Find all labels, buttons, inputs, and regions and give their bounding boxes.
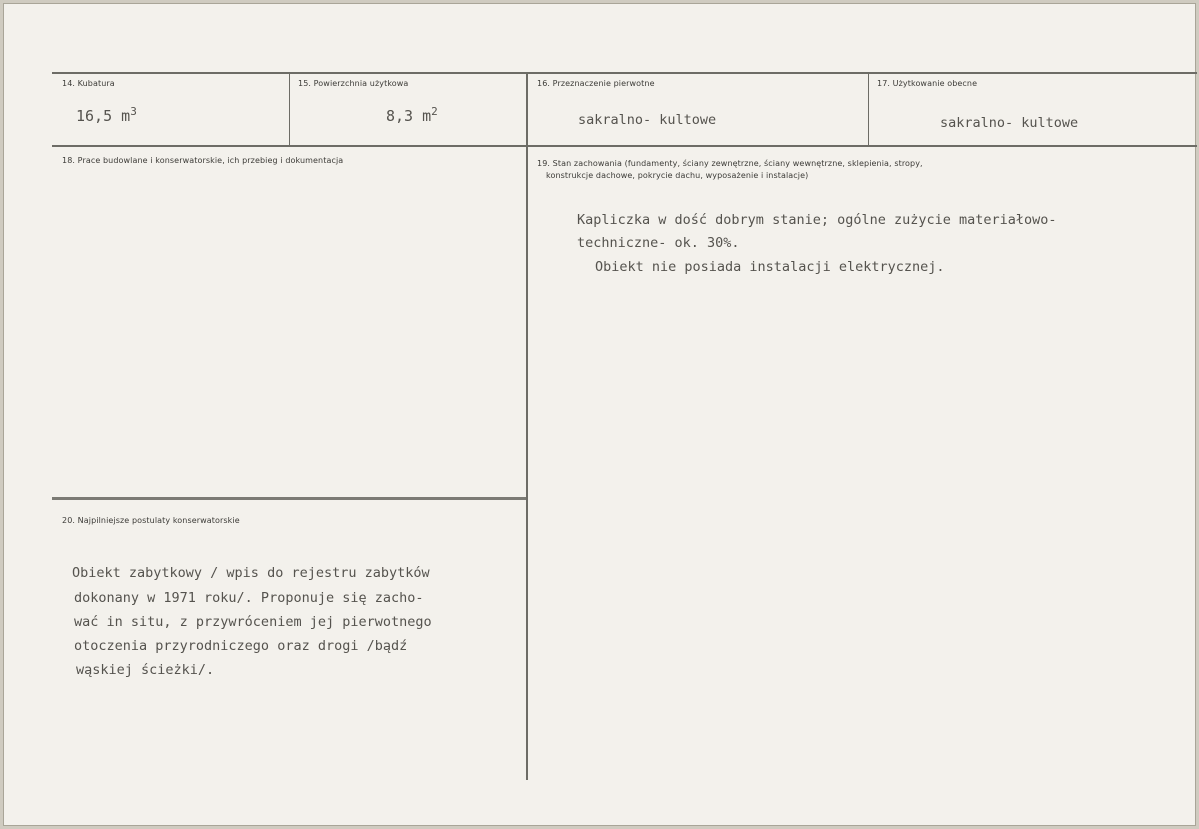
field-14-unit-exponent: 3: [130, 105, 137, 118]
field-20-text-line-2: dokonany w 1971 roku/. Proponuje się zacho-: [74, 590, 424, 606]
field-14-value-text: 16,5 m: [76, 107, 131, 125]
row1-bottom-rule: [52, 145, 1197, 147]
field-19-label-line2: konstrukcje dachowe, pokrycie dachu, wyposażenie i instalacje): [546, 171, 809, 180]
field-15-value: [386, 105, 438, 125]
field-15-value-text: 8,3 m: [386, 107, 432, 125]
field-20-text-line-4: otoczenia przyrodniczego oraz drogi /bądź: [74, 638, 408, 654]
field-20-text-line-5: wąskiej ścieżki/.: [76, 662, 215, 678]
field-16-label: 16. Przeznaczenie pierwotne: [537, 79, 655, 88]
field-15-label: 15. Powierzchnia użytkowa: [298, 79, 409, 88]
col-divider-2: [526, 72, 528, 780]
col-divider-1: [289, 72, 290, 147]
field-18-label: 18. Prace budowlane i konserwatorskie, ich przebieg i dokumentacja: [62, 156, 344, 165]
field-17-label: 17. Użytkowanie obecne: [877, 79, 978, 88]
col-divider-3: [868, 72, 869, 147]
field-20-text-line-3: wać in situ, z przywróceniem jej pierwotnego: [74, 614, 432, 630]
top-rule: [52, 72, 1197, 74]
field-14-label: 14. Kubatura: [62, 79, 115, 88]
section20-rule: [52, 497, 526, 500]
field-19-text-line-2: techniczne- ok. 30%.: [577, 235, 740, 251]
field-20-text-line-1: Obiekt zabytkowy / wpis do rejestru zabytków: [72, 565, 430, 581]
field-19-text-line-3: Obiekt nie posiada instalacji elektrycznej.: [595, 259, 945, 275]
field-17-value: sakralno- kultowe: [940, 115, 1079, 131]
field-19-label-line1: 19. Stan zachowania (fundamenty, ściany zewnętrzne, ściany wewnętrzne, sklepienia, stropy,: [537, 159, 923, 168]
field-19-text-line-1: Kapliczka w dość dobrym stanie; ogólne zużycie materiałowo-: [577, 212, 1057, 228]
field-14-value: [76, 105, 137, 125]
field-15-unit-exponent: 2: [431, 105, 438, 118]
field-20-label: 20. Najpilniejsze postulaty konserwatorskie: [62, 516, 240, 525]
field-16-value: sakralno- kultowe: [578, 112, 717, 128]
